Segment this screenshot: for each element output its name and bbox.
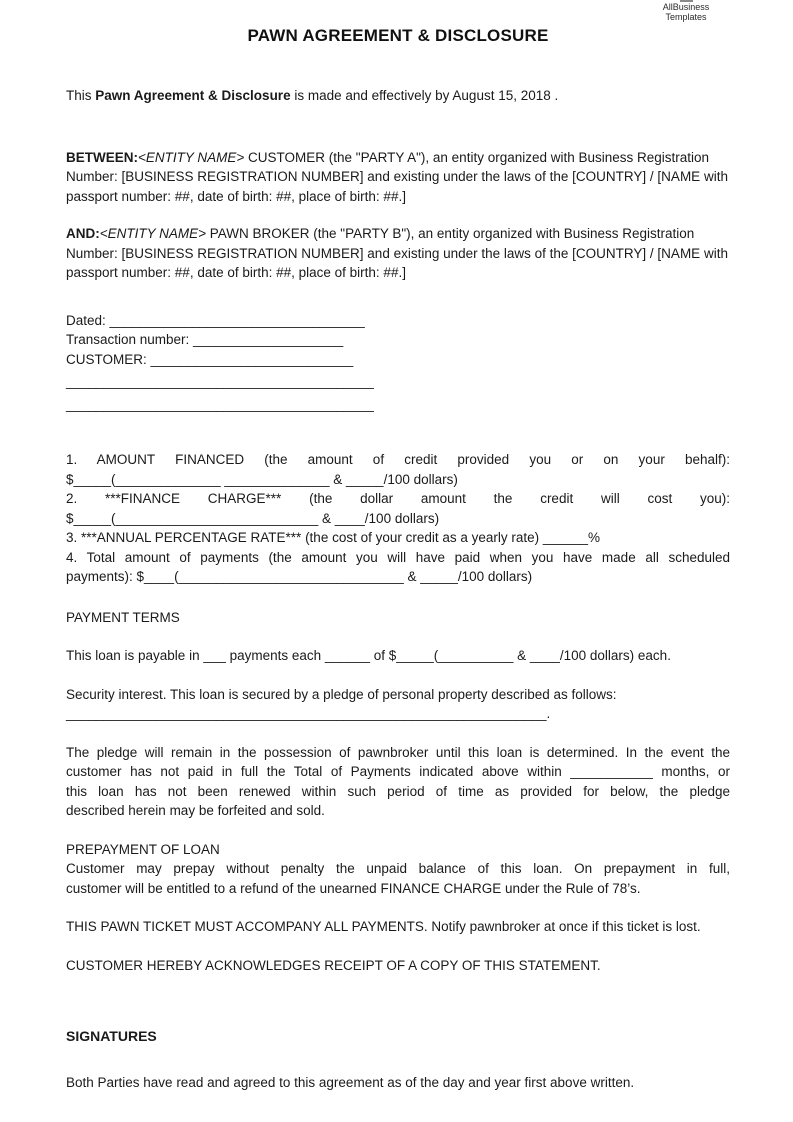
item1-amount-financed-line2: $_____(______________ ______________ & _____/100 dollars)	[66, 471, 458, 487]
prepayment-line-2: customer will be entitled to a refund of the unearned FINANCE CHARGE under the Rule of 78’s.	[66, 880, 641, 896]
intro-pre-text: This	[66, 88, 96, 103]
fill-in-fields	[66, 311, 730, 415]
between-label: BETWEEN:	[66, 149, 138, 165]
and-entity-placeholder: <ENTITY NAME>	[99, 226, 207, 241]
security-interest-blank: ________________________________________________________________.	[66, 706, 551, 721]
and-body-text: PAWN BROKER (the "PARTY B"), an entity organized with Business Registration Number: [BUSINESS REGISTRATION NUMBER] and existing under the laws of the [COUNTRY] / [NAME with passport number: ##, date of birth: ##, place of birth: ##.]	[66, 226, 728, 280]
intro-bold-text: Pawn Agreement & Disclosure	[95, 88, 291, 103]
pledge-paragraph	[66, 743, 730, 821]
logo-text-line2: Templates	[665, 11, 707, 22]
item3-annual-percentage-rate: 3. ***ANNUAL PERCENTAGE RATE*** (the cost of your credit as a yearly rate) ______%	[66, 530, 600, 545]
and-paragraph	[66, 224, 730, 283]
item2-finance-charge-line2: $_____(___________________________ & ____/100 dollars)	[66, 510, 440, 526]
item2-finance-charge-line1: 2. ***FINANCE CHARGE*** (the dollar amount the credit will cost you):	[66, 491, 730, 506]
between-paragraph	[66, 148, 730, 207]
between-body-text: CUSTOMER (the "PARTY A"), an entity organized with Business Registration Number: [BUSINESS REGISTRATION NUMBER] and existing under the laws of the [COUNTRY] / [NAME with passport number: ##, date of birth: ##, place of birth: ##.]	[66, 149, 728, 204]
prepayment-line-1: Customer may prepay without penalty the unpaid balance of this loan. On prepayment in full,	[66, 861, 730, 876]
blank-line-2: _________________________________________	[66, 396, 374, 412]
security-interest-paragraph	[66, 685, 730, 724]
intro-post-text: is made and effectively by August 15, 2018 .	[290, 88, 559, 103]
allbusiness-templates-logo	[656, 0, 716, 22]
pawn-ticket-notice: THIS PAWN TICKET MUST ACCOMPANY ALL PAYMENTS. Notify pawnbroker at once if this ticket is lost.	[66, 919, 701, 934]
item4-total-payments-line1: 4. Total amount of payments (the amount you will have paid when you have made all scheduled	[66, 549, 730, 565]
prepayment-heading: PREPAYMENT OF LOAN	[66, 841, 220, 857]
payable-line: This loan is payable in ___ payments each ______ of $_____(__________ & ____/100 dollars) each.	[66, 648, 671, 663]
pledge-line-1: The pledge will remain in the possession of pawnbroker until this loan is determined. In the event the	[66, 744, 730, 760]
between-entity-placeholder: <ENTITY NAME>	[138, 149, 245, 165]
customer-field: CUSTOMER: ___________________________	[66, 351, 354, 367]
prepayment-section	[66, 840, 730, 899]
item1-amount-financed-line1: 1. AMOUNT FINANCED (the amount of credit provided you or on your behalf):	[66, 452, 730, 467]
transaction-number-field: Transaction number: ____________________	[66, 332, 344, 347]
item4-total-payments-line2: payments): $____(______________________________ & _____/100 dollars)	[66, 569, 533, 584]
blank-line-1: _________________________________________	[66, 374, 374, 389]
pledge-line-4: described herein may be forfeited and sold.	[66, 803, 325, 818]
disclosure-items	[66, 450, 730, 587]
dated-field: Dated: __________________________________	[66, 312, 365, 328]
payment-terms-heading: PAYMENT TERMS	[66, 609, 180, 625]
logo-text-line1: AllBusiness	[662, 2, 710, 12]
and-label: AND:	[66, 226, 100, 241]
intro-paragraph	[66, 86, 730, 106]
pledge-line-2: customer has not paid in full the Total of Payments indicated above within ___________ months, or	[66, 764, 730, 779]
receipt-acknowledgement: CUSTOMER HEREBY ACKNOWLEDGES RECEIPT OF A COPY OF THIS STATEMENT.	[66, 957, 601, 973]
security-interest-text: Security interest. This loan is secured by a pledge of personal property described as follows:	[66, 686, 617, 702]
both-parties-statement: Both Parties have read and agreed to this agreement as of the day and year first above written.	[66, 1074, 635, 1090]
signatures-heading: SIGNATURES	[66, 1028, 157, 1044]
document-title: PAWN AGREEMENT & DISCLOSURE	[247, 26, 549, 45]
pledge-line-3: this loan has not been renewed within such period of time as provided for below, the pledge	[66, 783, 730, 799]
